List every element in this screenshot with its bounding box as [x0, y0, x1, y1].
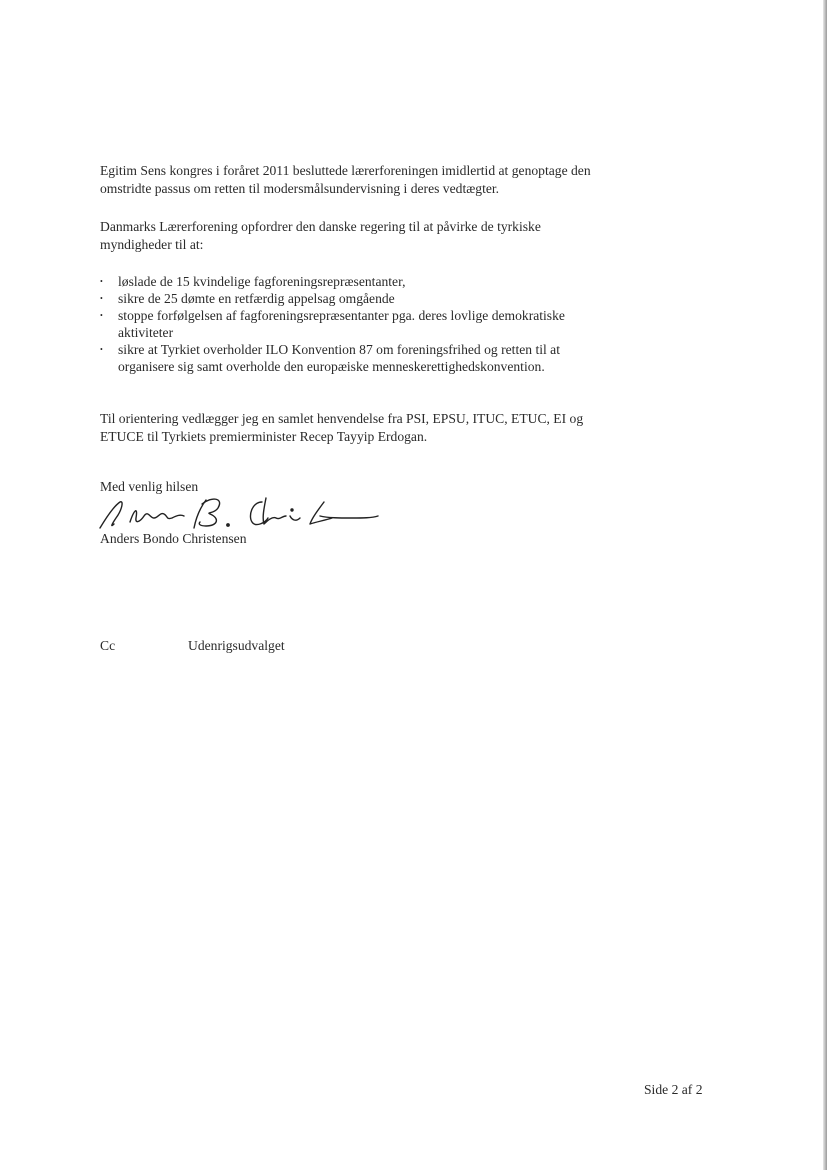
handwritten-signature: [96, 488, 396, 534]
body-paragraph-2: Danmarks Lærerforening opfordrer den danske regering til at påvirke de tyrkiske myndigheder til at:: [100, 219, 541, 252]
bullet-icon: •: [100, 311, 103, 320]
list-item: [100, 273, 600, 290]
demands-list: [100, 273, 600, 375]
signer-name: Anders Bondo Christensen: [100, 531, 247, 546]
body-paragraph-1: Egitim Sens kongres i foråret 2011 besluttede lærerforeningen imidlertid at genoptage den omstridte passus om retten til modersmålsundervisning i deres vedtægter.: [100, 163, 591, 196]
cc-label: Cc: [100, 638, 116, 653]
bullet-icon: •: [100, 277, 103, 286]
closing-greeting: Med venlig hilsen: [100, 479, 199, 494]
list-item: [100, 290, 600, 307]
page-number: Side 2 af 2: [644, 1082, 703, 1097]
scan-page-edge: [823, 0, 827, 1170]
bullet-icon: •: [100, 345, 103, 354]
list-item: [100, 341, 600, 375]
bullet-icon: •: [100, 294, 103, 303]
list-item: [100, 307, 600, 341]
list-item-text: sikre de 25 dømte en retfærdig appelsag omgående: [118, 291, 395, 306]
list-item-text: stoppe forfølgelsen af fagforeningsrepræsentanter pga. deres lovlige demokratiske aktiviteter: [118, 308, 565, 340]
cc-recipient: Udenrigsudvalget: [188, 638, 285, 653]
list-item-text: løslade de 15 kvindelige fagforeningsrepræsentanter,: [118, 274, 406, 289]
body-paragraph-3: Til orientering vedlægger jeg en samlet henvendelse fra PSI, EPSU, ITUC, ETUC, EI og ETUCE til Tyrkiets premierminister Recep Tayyip Erdogan.: [100, 411, 584, 444]
list-item-text: sikre at Tyrkiet overholder ILO Konvention 87 om foreningsfrihed og retten til at organisere sig samt overholde den europæiske menneskerettighedskonvention.: [118, 342, 560, 374]
